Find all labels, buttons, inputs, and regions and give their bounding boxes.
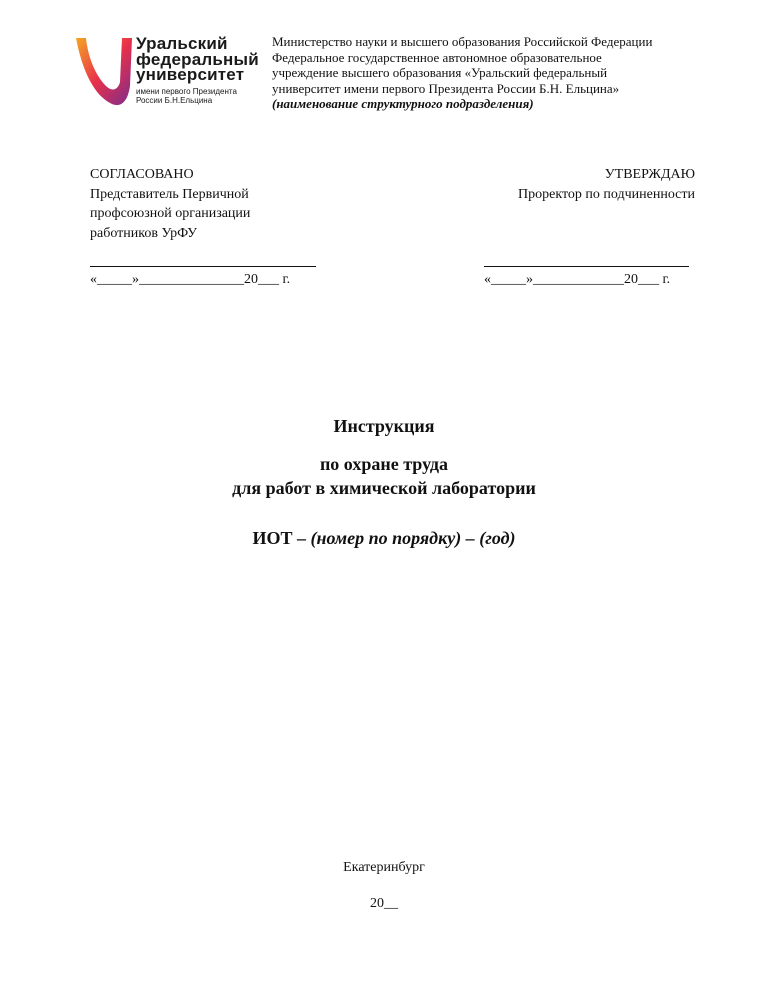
organization-header	[272, 34, 712, 112]
document-subtitle: по охране труда	[319, 454, 449, 474]
code-year: (год)	[479, 528, 516, 548]
agreed-heading: СОГЛАСОВАНО	[90, 167, 194, 182]
year: 20__	[370, 896, 398, 911]
header-line: Федеральное государственное автономное образовательное	[272, 49, 602, 65]
header-line: университет имени первого Президента России Б.Н. Ельцина»	[272, 80, 620, 96]
header-line: Министерство науки и высшего образования Российской Федерации	[272, 34, 653, 49]
university-logo	[72, 30, 262, 110]
header-line: учреждение высшего образования «Уральский федеральный	[272, 65, 608, 80]
agreed-line: профсоюзной организации	[90, 206, 251, 221]
code-prefix: ИОТ –	[252, 528, 311, 548]
unit-placeholder: (наименование структурного подразделения)	[272, 96, 534, 111]
code-separator: –	[461, 528, 480, 548]
agreed-line: Представитель Первичной	[90, 186, 249, 202]
university-subname: имени первого Президента России Б.Н.Ельцина	[136, 87, 237, 105]
urfu-emblem-icon	[72, 30, 136, 110]
approved-date-line: «_____»_____________20___ г.	[484, 272, 671, 287]
document-title: Инструкция	[333, 416, 435, 436]
city: Екатеринбург	[343, 860, 425, 875]
document-code	[0, 528, 768, 549]
agreed-date-line: «_____»_______________20___ г.	[90, 272, 291, 287]
agreed-signature-line	[90, 266, 316, 267]
agreed-block	[90, 165, 330, 243]
approved-signature-line	[484, 266, 689, 267]
code-number: (номер по порядку)	[310, 528, 462, 548]
document-subtitle: для работ в химической лаборатории	[232, 478, 536, 498]
university-name: Уральский федеральный университет	[136, 34, 259, 84]
approved-block	[470, 165, 695, 204]
approved-heading: УТВЕРЖДАЮ	[604, 167, 695, 182]
agreed-line: работников УрФУ	[90, 225, 198, 241]
approved-line: Проректор по подчиненности	[518, 186, 695, 202]
